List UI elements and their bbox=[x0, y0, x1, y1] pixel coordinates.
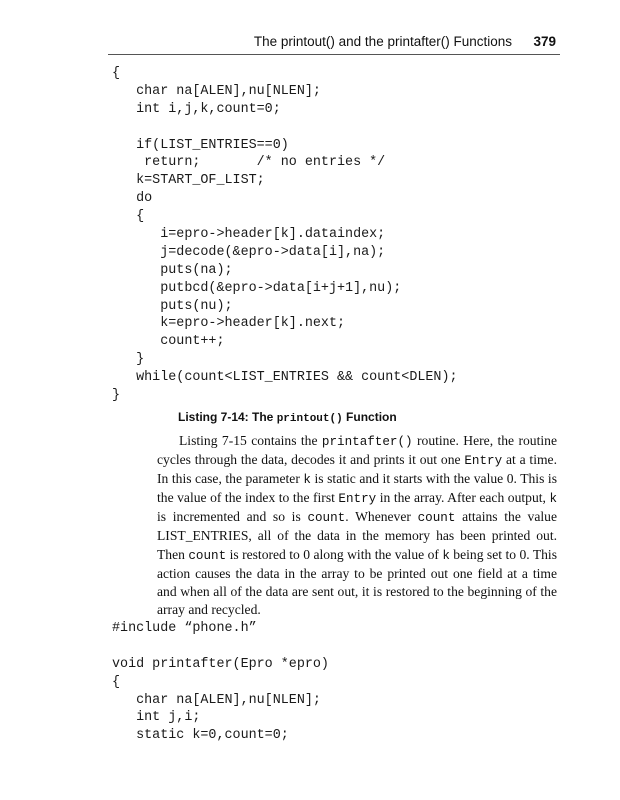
code-line: do bbox=[112, 191, 153, 207]
code-line: } bbox=[112, 352, 145, 368]
code-line: k=START_OF_LIST; bbox=[112, 173, 265, 189]
code-line: #include “phone.h” bbox=[112, 621, 257, 636]
caption-suffix: Function bbox=[342, 410, 397, 424]
code-line: count++; bbox=[112, 334, 225, 350]
inline-code: count bbox=[307, 511, 346, 526]
code-line: j=decode(&epro->data[i],na); bbox=[112, 244, 386, 260]
code-line: return; /* no entries */ bbox=[112, 155, 386, 171]
code-listing-printafter bbox=[112, 620, 329, 745]
code-line bbox=[112, 119, 458, 137]
text-run: is incremented and so is bbox=[157, 509, 308, 525]
code-line: i=epro->header[k].dataindex; bbox=[112, 227, 386, 243]
page-number: 379 bbox=[533, 34, 556, 49]
code-line: char na[ALEN],nu[NLEN]; bbox=[112, 692, 321, 708]
code-line: puts(na); bbox=[112, 262, 233, 278]
inline-code: Entry bbox=[464, 454, 503, 469]
code-line: int i,j,k,count=0; bbox=[112, 101, 281, 117]
running-head-title: The printout() and the printafter() Functions bbox=[253, 34, 512, 49]
code-line: { bbox=[112, 674, 121, 690]
code-line: char na[ALEN],nu[NLEN]; bbox=[112, 83, 321, 99]
code-line bbox=[112, 638, 329, 656]
text-run: attains the value LIST_ENTRIES, all of the data in the memory has been printed out. Then bbox=[157, 509, 557, 562]
code-line: if(LIST_ENTRIES==0) bbox=[112, 137, 289, 153]
text-run: being set to 0. This action causes the data in the array to be printed out one field at a time and when all of the data are sent out, it is restored to the beginning of the array and recycled. bbox=[157, 546, 557, 617]
body-paragraph bbox=[157, 432, 557, 619]
inline-code: count bbox=[417, 511, 456, 526]
inline-code: printafter() bbox=[321, 435, 413, 449]
code-line: void printafter(Epro *epro) bbox=[112, 656, 329, 672]
text-run: is restored to 0 along with the value of bbox=[226, 546, 443, 562]
caption-prefix: Listing 7-14: The bbox=[178, 410, 277, 424]
inline-code: k bbox=[303, 473, 311, 488]
caption-code: printout() bbox=[276, 413, 343, 425]
listing-caption bbox=[178, 410, 397, 425]
code-line: } bbox=[112, 388, 121, 404]
text-run: at a time. In this case, the parameter bbox=[157, 452, 557, 487]
code-line: static k=0,count=0; bbox=[112, 728, 289, 744]
code-line: { bbox=[112, 66, 121, 81]
text-run: is static and it starts with the value 0. This is the value of the index to the first bbox=[157, 471, 557, 506]
page-header bbox=[108, 30, 560, 55]
text-run: Listing 7-15 contains the bbox=[179, 433, 322, 448]
code-line: { bbox=[112, 209, 145, 225]
text-run: routine. Here, the routine cycles through the data, decodes it and prints it out one bbox=[157, 433, 557, 468]
code-line: putbcd(&epro->data[i+j+1],nu); bbox=[112, 280, 402, 296]
code-line: puts(nu); bbox=[112, 298, 233, 314]
code-listing-printout bbox=[112, 65, 458, 405]
code-line: int j,i; bbox=[112, 710, 201, 726]
code-line: while(count<LIST_ENTRIES && count<DLEN); bbox=[112, 370, 458, 386]
inline-code: k bbox=[442, 548, 450, 563]
inline-code: Entry bbox=[338, 492, 377, 507]
text-run: . Whenever bbox=[345, 509, 418, 525]
inline-code: k bbox=[549, 492, 557, 507]
inline-code: count bbox=[188, 548, 227, 563]
code-line: k=epro->header[k].next; bbox=[112, 316, 346, 332]
text-run: in the array. After each output, bbox=[376, 490, 550, 506]
